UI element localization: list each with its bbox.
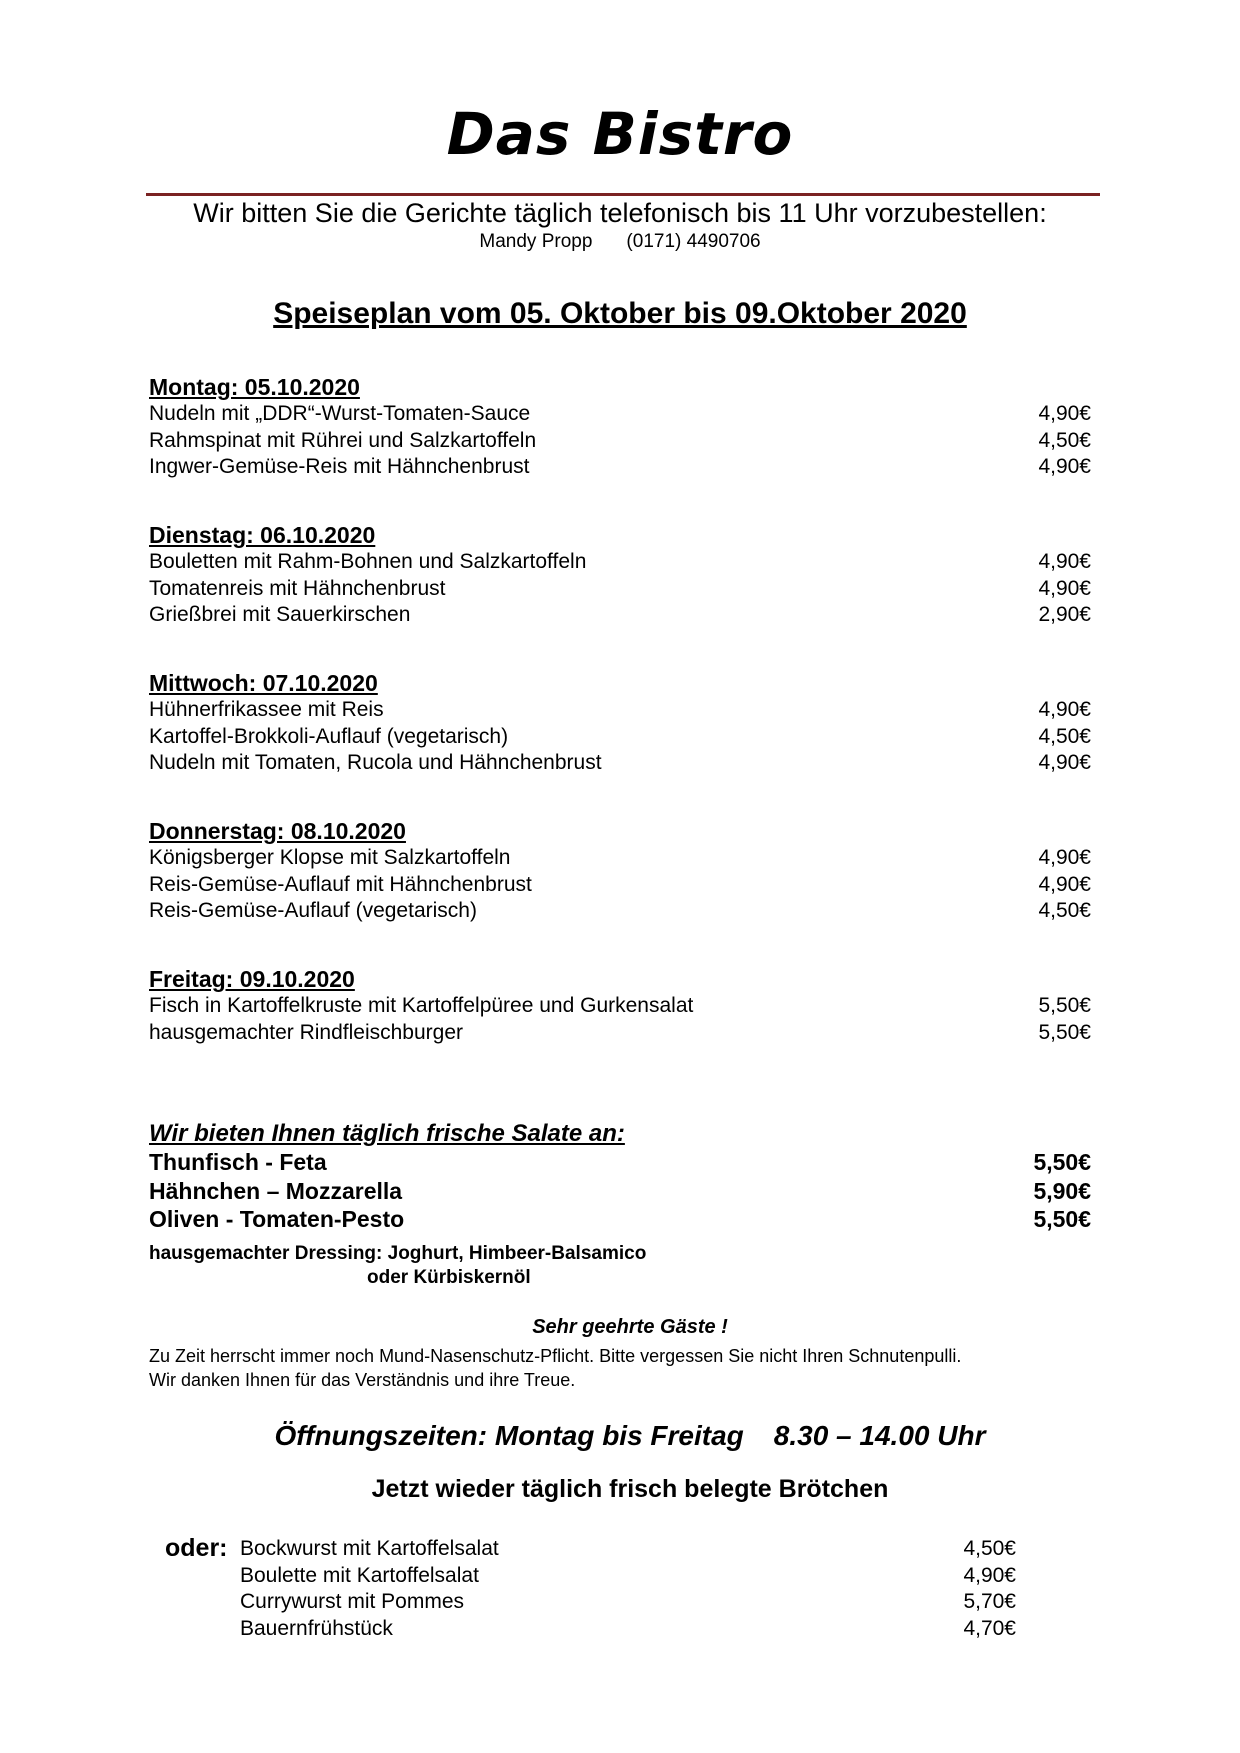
extra-item	[240, 1616, 1016, 1643]
contact-line	[0, 231, 1240, 253]
extra-item	[240, 1589, 1016, 1616]
extra-name: Bauernfrühstück	[240, 1616, 393, 1640]
salad-name: Thunfisch - Feta	[149, 1149, 327, 1175]
menu-item	[149, 872, 1091, 899]
dish-name: Reis-Gemüse-Auflauf (vegetarisch)	[149, 899, 477, 922]
preorder-notice: Wir bitten Sie die Gerichte täglich telefonisch bis 11 Uhr vorzubestellen:	[193, 198, 1047, 228]
salad-name: Oliven - Tomaten-Pesto	[149, 1206, 405, 1232]
day-heading: Donnerstag: 08.10.2020	[149, 818, 406, 844]
mask-notice: Zu Zeit herrscht immer noch Mund-Nasenschutz-Pflicht. Bitte vergessen Sie nicht Ihren Schnutenpulli.	[149, 1346, 962, 1366]
dish-name: hausgemachter Rindfleischburger	[149, 1020, 464, 1044]
header-divider	[146, 193, 1100, 196]
dish-name: Tomatenreis mit Hähnchenbrust	[149, 576, 446, 600]
day-heading: Montag: 05.10.2020	[149, 374, 360, 400]
salads-heading: Wir bieten Ihnen täglich frische Salate an:	[149, 1120, 625, 1147]
extras-prefix: oder:	[165, 1534, 228, 1562]
menu-item	[149, 750, 1091, 777]
salad-item	[149, 1148, 1091, 1177]
day-heading: Dienstag: 06.10.2020	[149, 522, 376, 548]
salad-price: 5,50€	[1033, 1206, 1091, 1232]
salad-item	[149, 1205, 1091, 1234]
menu-item	[149, 993, 1091, 1020]
salad-price: 5,50€	[1033, 1149, 1091, 1175]
extras-list	[240, 1536, 1016, 1642]
extra-price: 4,70€	[963, 1616, 1016, 1640]
dressing-line-1: hausgemachter Dressing: Joghurt, Himbeer-Balsamico	[149, 1243, 647, 1264]
dish-price: 5,50€	[1038, 1020, 1091, 1044]
dish-name: Grießbrei mit Sauerkirschen	[149, 603, 411, 626]
dish-price: 5,50€	[1038, 994, 1091, 1017]
extra-item	[240, 1563, 1016, 1590]
dish-price: 4,50€	[1038, 428, 1091, 452]
menu-item	[149, 724, 1091, 751]
menu-item	[149, 428, 1091, 455]
menu-item	[149, 454, 1091, 481]
contact-phone: (0171) 4490706	[626, 231, 761, 252]
dish-name: Reis-Gemüse-Auflauf mit Hähnchenbrust	[149, 872, 532, 896]
menu-item	[149, 845, 1091, 872]
rolls-announcement: Jetzt wieder täglich frisch belegte Brötchen	[371, 1475, 889, 1503]
dish-name: Kartoffel-Brokkoli-Auflauf (vegetarisch)	[149, 724, 509, 748]
dish-name: Bouletten mit Rahm-Bohnen und Salzkartoffeln	[149, 550, 587, 573]
thanks-notice: Wir danken Ihnen für das Verständnis und ihre Treue.	[149, 1370, 576, 1390]
extra-item	[240, 1536, 1016, 1563]
dish-price: 4,90€	[1038, 550, 1091, 573]
extra-name: Bockwurst mit Kartoffelsalat	[240, 1537, 499, 1560]
bistro-title: Das Bistro	[446, 100, 794, 168]
extra-price: 4,90€	[963, 1563, 1016, 1587]
day-block-monday	[149, 373, 1091, 481]
extra-price: 5,70€	[963, 1590, 1016, 1613]
extra-name: Currywurst mit Pommes	[240, 1590, 465, 1613]
dish-name: Königsberger Klopse mit Salzkartoffeln	[149, 846, 511, 869]
day-block-thursday	[149, 817, 1091, 925]
dish-price: 4,90€	[1038, 872, 1091, 896]
menu-item	[149, 401, 1091, 428]
dish-price: 4,50€	[1038, 899, 1091, 922]
dish-name: Ingwer-Gemüse-Reis mit Hähnchenbrust	[149, 455, 530, 478]
dish-price: 4,90€	[1038, 402, 1091, 425]
dish-name: Fisch in Kartoffelkruste mit Kartoffelpüree und Gurkensalat	[149, 994, 694, 1017]
opening-hours-label: Öffnungszeiten: Montag bis Freitag	[274, 1420, 744, 1451]
extra-price: 4,50€	[963, 1537, 1016, 1560]
opening-hours	[0, 1420, 1240, 1452]
dish-name: Hühnerfrikassee mit Reis	[149, 698, 384, 721]
dish-price: 4,90€	[1038, 698, 1091, 721]
dish-price: 4,50€	[1038, 724, 1091, 748]
day-heading: Mittwoch: 07.10.2020	[149, 670, 378, 696]
dish-price: 4,90€	[1038, 846, 1091, 869]
day-block-tuesday	[149, 521, 1091, 629]
menu-item	[149, 576, 1091, 603]
dish-price: 2,90€	[1038, 603, 1091, 626]
dish-name: Rahmspinat mit Rührei und Salzkartoffeln	[149, 428, 537, 452]
salad-item	[149, 1177, 1091, 1206]
menu-item	[149, 1020, 1091, 1047]
dish-price: 4,90€	[1038, 455, 1091, 478]
day-block-friday	[149, 965, 1091, 1046]
dressing-line-2: oder Kürbiskernöl	[367, 1267, 531, 1288]
extra-name: Boulette mit Kartoffelsalat	[240, 1563, 479, 1587]
salad-name: Hähnchen – Mozzarella	[149, 1177, 403, 1204]
dish-name: Nudeln mit Tomaten, Rucola und Hähnchenbrust	[149, 751, 602, 774]
opening-hours-time: 8.30 – 14.00 Uhr	[773, 1420, 986, 1451]
salads-list	[149, 1148, 1091, 1234]
day-block-wednesday	[149, 669, 1091, 777]
salad-price: 5,90€	[1033, 1177, 1091, 1204]
dish-price: 4,90€	[1038, 751, 1091, 774]
menu-item	[149, 602, 1091, 629]
menu-item	[149, 898, 1091, 925]
day-heading: Freitag: 09.10.2020	[149, 966, 355, 992]
menu-item	[149, 697, 1091, 724]
dish-price: 4,90€	[1038, 576, 1091, 600]
menu-plan-title: Speiseplan vom 05. Oktober bis 09.Oktober 2020	[273, 297, 967, 330]
dish-name: Nudeln mit „DDR“-Wurst-Tomaten-Sauce	[149, 402, 531, 425]
menu-item	[149, 549, 1091, 576]
contact-name: Mandy Propp	[479, 231, 593, 252]
guests-greeting: Sehr geehrte Gäste !	[532, 1316, 728, 1338]
